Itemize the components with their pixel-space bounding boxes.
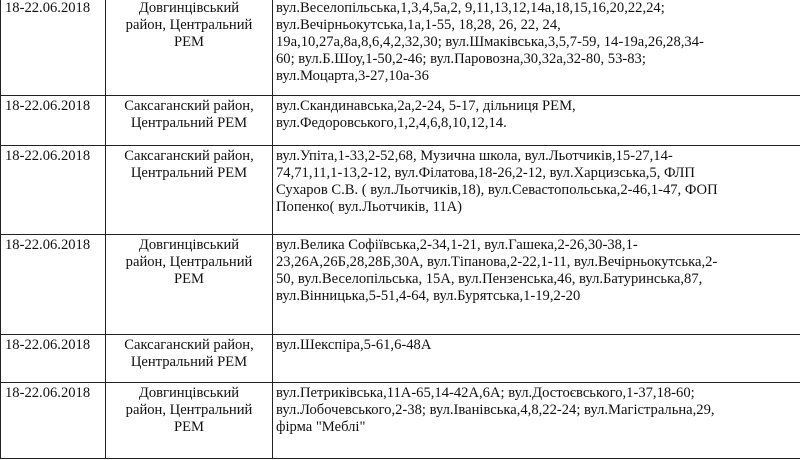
table-row — [1, 0, 800, 96]
date-cell: 18-22.06.2018 — [1, 383, 106, 459]
date-cell: 18-22.06.2018 — [1, 146, 106, 235]
date-cell: 18-22.06.2018 — [1, 235, 106, 335]
date-cell: 18-22.06.2018 — [1, 335, 106, 383]
streets-cell: вул.Веселопільська,1,3,4,5а,2, 9,11,13,12,14а,18,15,16,20,22,24; вул.Вечірньокутська,1а,1-55, 18,28, 26, 22, 24, 19а,10,27а,8а,8,6,4,2,32,30; вул.Шмаківська,3,5,7-59, 14-19а,26,28,34- 60; вул.Б.Шоу,1-50,2-46; вул.Паровозна,30,32а,32-80, 53-83; вул.Моцарта,3-27,10а-36 — [273, 0, 800, 96]
district-cell: Саксаганский район, Центральний РЕМ — [106, 335, 273, 383]
streets-cell: вул.Петриківська,11А-65,14-42А,6А; вул.Достоєвського,1-37,18-60; вул.Лобочевського,2-38; вул.Іванівська,4,8,22-24; вул.Магістральна,29, фірма "Меблі" — [273, 383, 800, 459]
table-row — [1, 146, 800, 235]
district-cell: Довгинцівський район, Центральний РЕМ — [106, 235, 273, 335]
district-cell: Довгинцівський район, Центральний РЕМ — [106, 383, 273, 459]
streets-cell: вул.Велика Софіївська,2-34,1-21, вул.Гашека,2-26,30-38,1- 23,26А,26Б,28,28Б,30А, вул.Тіпанова,2-22,1-11, вул.Вечірньокутська,2- 50, вул.Веселопільська, 15А, вул.Пензенська,46, вул.Батуринська,87, вул.Вінницька,5-51,4-64, вул.Бурятська,1-19,2-20 — [273, 235, 800, 335]
streets-cell: вул.Упіта,1-33,2-52,68, Музична школа, вул.Льотчиків,15-27,14- 74,71,11,1-13,2-12, вул.Філатова,18-26,2-12, вул.Харцизська,5, ФЛП Сухаров С.В. ( вул.Льотчиків,18), вул.Севастопольська,2-46,1-47, ФОП Попенко( вул.Льотчиків, 11А) — [273, 146, 800, 235]
district-cell: Саксаганский район, Центральний РЕМ — [106, 146, 273, 235]
table-row — [1, 96, 800, 146]
streets-cell: вул.Шекспіра,5-61,6-48А — [273, 335, 800, 383]
streets-cell: вул.Скандинавська,2а,2-24, 5-17, дільниця РЕМ, вул.Федоровського,1,2,4,6,8,10,12,14. — [273, 96, 800, 146]
date-cell: 18-22.06.2018 — [1, 0, 106, 96]
table-row — [1, 335, 800, 383]
date-cell: 18-22.06.2018 — [1, 96, 106, 146]
table-row — [1, 235, 800, 335]
table-row — [1, 383, 800, 459]
district-cell: Довгинцівський район, Центральний РЕМ — [106, 0, 273, 96]
district-cell: Саксаганский район, Центральний РЕМ — [106, 96, 273, 146]
